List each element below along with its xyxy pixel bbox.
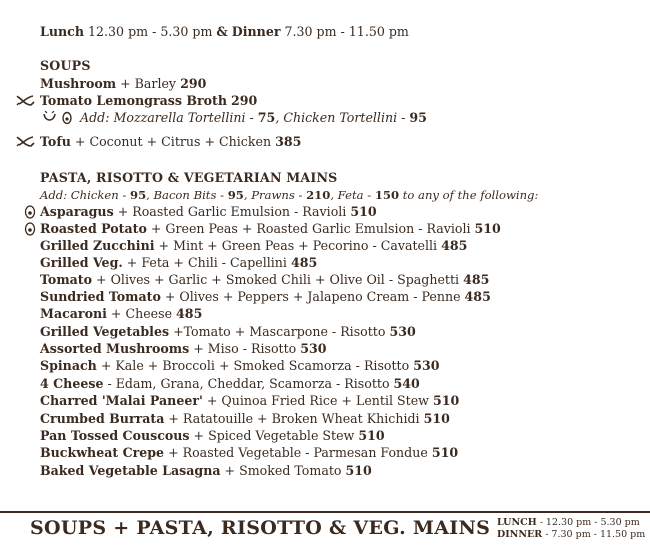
- item-desc: + Ratatouille + Broken Wheat Khichidi: [164, 411, 424, 426]
- item-name: Grilled Veg.: [40, 255, 123, 270]
- item-name: Charred 'Malai Paneer': [40, 393, 203, 408]
- footer-lunch-time: - 12.30 pm - 5.30 pm: [536, 517, 640, 528]
- menu-item: [40, 76, 206, 92]
- menu-item: [40, 445, 458, 461]
- item-name: Tofu: [40, 134, 71, 149]
- item-desc: - Edam, Grana, Cheddar, Scamorza - Risotto: [103, 376, 394, 391]
- menu-item: [40, 289, 491, 305]
- item-name: Grilled Vegetables: [40, 324, 170, 339]
- menu-item: [40, 358, 440, 374]
- addon-text: Add: Chicken -: [40, 188, 130, 202]
- item-name: Spinach: [40, 358, 97, 373]
- item-name: Pan Tossed Couscous: [40, 428, 190, 443]
- footer-title: SOUPS + PASTA, RISOTTO & VEG. MAINS: [30, 517, 491, 539]
- addon-price: 95: [130, 188, 147, 202]
- item-price: 485: [290, 255, 318, 270]
- item-price: 510: [431, 445, 459, 460]
- menu-item: [40, 255, 317, 271]
- footer-lunch-label: LUNCH: [497, 517, 537, 528]
- item-name: Mushroom: [40, 76, 117, 91]
- dinner-time: 7.30 pm - 11.50 pm: [284, 24, 409, 39]
- bowl-icon: [43, 111, 73, 125]
- dinner-label: Dinner: [231, 24, 281, 39]
- item-price: 510: [345, 463, 372, 478]
- item-name: Asparagus: [40, 204, 114, 219]
- item-desc: + Kale + Broccoli + Smoked Scamorza - Risotto: [96, 358, 414, 373]
- item-price: 290: [231, 93, 258, 108]
- item-name: 4 Cheese: [40, 376, 104, 391]
- item-desc: + Olives + Peppers + Jalapeno Cream - Penne: [160, 289, 465, 304]
- chili-icon: [16, 135, 36, 149]
- item-name: Macaroni: [40, 306, 107, 321]
- egg-veg-icon: [24, 222, 36, 236]
- addon-text: , Chicken Tortellini -: [275, 110, 410, 125]
- addon-text: Add: Mozzarella Tortellini -: [80, 110, 258, 125]
- addon-text: , Prawns -: [243, 188, 307, 202]
- item-name: Tomato: [40, 272, 93, 287]
- item-desc: + Coconut + Citrus + Chicken: [70, 134, 276, 149]
- item-desc: + Cheese: [106, 306, 177, 321]
- item-price: 290: [180, 76, 207, 91]
- addon-text: , Bacon Bits -: [146, 188, 228, 202]
- addon-price: 150: [374, 188, 400, 202]
- menu-item: [40, 324, 416, 340]
- item-desc: + Roasted Vegetable - Parmesan Fondue: [164, 445, 432, 460]
- item-desc: + Smoked Tomato: [220, 463, 346, 478]
- item-price: 510: [423, 411, 450, 426]
- item-price: 540: [393, 376, 420, 391]
- menu-item: [40, 341, 327, 357]
- menu-item: [40, 204, 377, 220]
- item-desc: + Quinoa Fried Rice + Lentil Stew: [202, 393, 433, 408]
- item-price: 485: [176, 306, 203, 321]
- item-name: Grilled Zucchini: [40, 238, 155, 253]
- menu-item: [40, 134, 301, 150]
- footer-hours: [497, 517, 645, 541]
- item-desc: + Feta + Chili - Capellini: [122, 255, 291, 270]
- item-name: Tomato Lemongrass Broth: [40, 93, 227, 108]
- menu-item: [40, 93, 257, 109]
- footer-dinner: [497, 529, 645, 541]
- item-name: Buckwheat Crepe: [40, 445, 165, 460]
- chili-icon: [16, 94, 36, 108]
- item-desc: + Roasted Garlic Emulsion - Ravioli: [113, 204, 351, 219]
- menu-item: [40, 411, 450, 427]
- item-name: Roasted Potato: [40, 221, 147, 236]
- footer-dinner-time: - 7.30 pm - 11.50 pm: [542, 529, 646, 540]
- menu-item: [40, 376, 420, 392]
- addon-text: to any of the following:: [399, 188, 539, 202]
- egg-veg-icon: [24, 205, 36, 219]
- item-price: 510: [474, 221, 501, 236]
- menu-item: [40, 428, 385, 444]
- item-name: Assorted Mushrooms: [40, 341, 190, 356]
- item-price: 510: [350, 204, 377, 219]
- item-price: 485: [441, 238, 468, 253]
- item-desc: + Mint + Green Peas + Pecorino - Cavatelli: [154, 238, 442, 253]
- addon-price: 75: [257, 110, 276, 125]
- pasta-heading: PASTA, RISOTTO & VEGETARIAN MAINS: [40, 170, 338, 185]
- item-price: 510: [358, 428, 385, 443]
- menu-item: [40, 272, 489, 288]
- addon-price: 210: [306, 188, 331, 202]
- lunch-label: Lunch: [40, 24, 84, 39]
- soup-addon: [80, 110, 427, 126]
- item-price: 485: [464, 289, 491, 304]
- item-name: Sundried Tomato: [40, 289, 161, 304]
- addon-price: 95: [227, 188, 244, 202]
- item-price: 510: [432, 393, 460, 408]
- item-name: Baked Vegetable Lasagna: [40, 463, 221, 478]
- item-price: 485: [463, 272, 490, 287]
- menu-item: [40, 393, 459, 409]
- addon-text: , Feta -: [330, 188, 375, 202]
- footer-divider: [0, 511, 650, 513]
- soups-heading: SOUPS: [40, 58, 91, 73]
- item-name: Crumbed Burrata: [40, 411, 165, 426]
- addon-price: 95: [409, 110, 427, 125]
- item-price: 530: [300, 341, 327, 356]
- footer-dinner-label: DINNER: [497, 529, 543, 540]
- item-desc: + Olives + Garlic + Smoked Chili + Olive Oil - Spaghetti: [92, 272, 464, 287]
- lunch-time: 12.30 pm - 5.30 pm: [88, 24, 213, 39]
- item-desc: +Tomato + Mascarpone - Risotto: [169, 324, 390, 339]
- menu-item: [40, 306, 202, 322]
- item-price: 530: [389, 324, 416, 339]
- menu-item: [40, 463, 372, 479]
- item-desc: + Barley: [116, 76, 181, 91]
- item-desc: + Spiced Vegetable Stew: [189, 428, 359, 443]
- pasta-addon: [40, 187, 538, 203]
- footer-lunch: [497, 517, 645, 529]
- menu-item: [40, 221, 501, 237]
- item-desc: + Miso - Risotto: [189, 341, 301, 356]
- ampersand: &: [216, 24, 228, 39]
- item-desc: + Green Peas + Roasted Garlic Emulsion - Ravioli: [146, 221, 475, 236]
- menu-item: [40, 238, 467, 254]
- item-price: 385: [275, 134, 302, 149]
- service-hours: [40, 24, 409, 40]
- item-price: 530: [413, 358, 440, 373]
